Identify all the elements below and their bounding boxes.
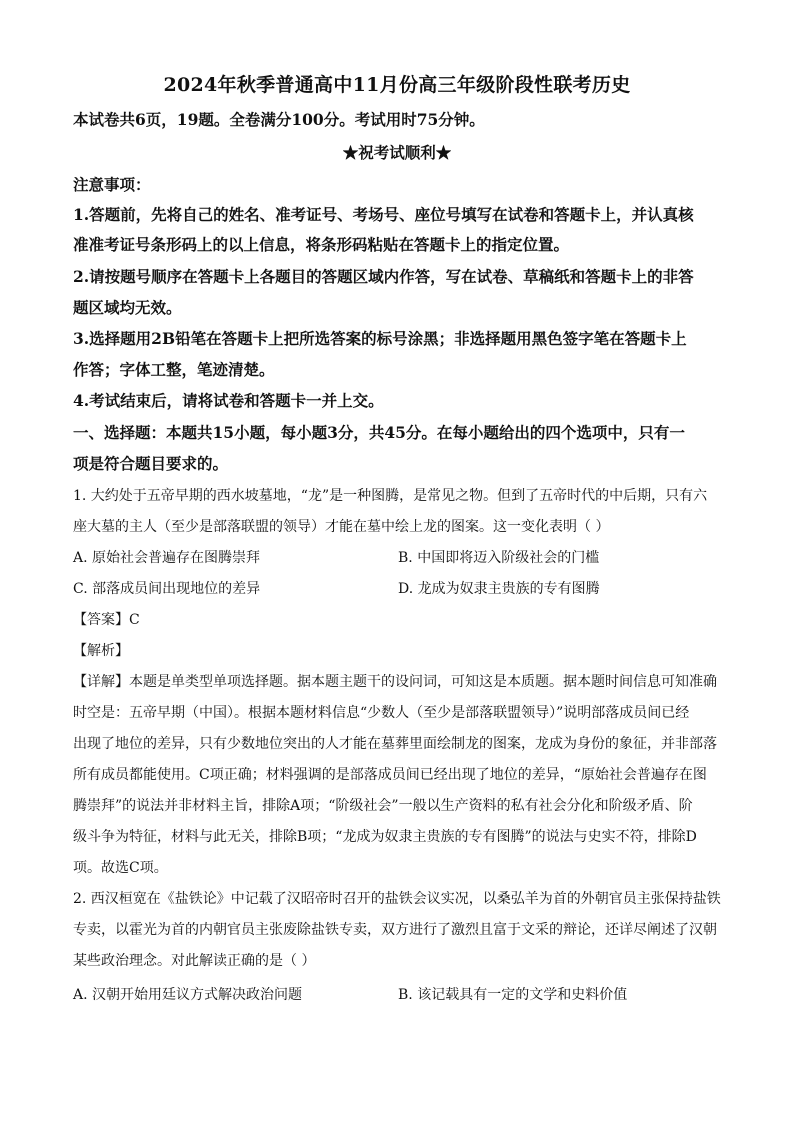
option-a: A. 原始社会普遍存在图腾崇拜 bbox=[73, 550, 261, 566]
option-b: B. 该记载具有一定的文学和史料价值 bbox=[398, 987, 628, 1003]
answer-line: 【答案】C bbox=[73, 612, 140, 628]
option-b: B. 中国即将迈入阶级社会的门槛 bbox=[398, 550, 600, 566]
note-line: 准准考证号条形码上的以上信息，将条形码粘贴在答题卡上的指定位置。 bbox=[73, 235, 570, 254]
detail-line: 腾崇拜”的说法并非材料主旨，排除A项；“阶级社会”一般以生产资料的私有社会分化和阶级矛盾、阶 bbox=[73, 798, 693, 814]
section-heading: 项是符合题目要求的。 bbox=[73, 454, 229, 473]
notes-heading: 注意事项： bbox=[73, 175, 151, 194]
option-d: D. 龙成为奴隶主贵族的专有图腾 bbox=[398, 581, 600, 597]
note-line: 题区域均无效。 bbox=[73, 298, 182, 317]
detail-line: 项。故选C项。 bbox=[73, 860, 168, 876]
note-line: 4.考试结束后，请将试卷和答题卡一并上交。 bbox=[73, 391, 384, 410]
section-heading: 一、选择题：本题共15小题，每小题3分，共45分。在每小题给出的四个选项中，只有一 bbox=[73, 423, 685, 442]
question-stem: 座大墓的主人（至少是部落联盟的领导）才能在墓中绘上龙的图案。这一变化表明（ ） bbox=[73, 519, 610, 535]
page-title: 2024年秋季普通高中11月份高三年级阶段性联考历史 bbox=[163, 74, 631, 96]
note-line: 1.答题前，先将自己的姓名、准考证号、考场号、座位号填写在试卷和答题卡上，并认真核 bbox=[73, 205, 694, 224]
option-a: A. 汉朝开始用廷议方式解决政治问题 bbox=[73, 987, 303, 1003]
question-stem: 某些政治理念。对此解读正确的是（ ） bbox=[73, 953, 316, 969]
question-stem: 2. 西汉桓宽在《盐铁论》中记载了汉昭帝时召开的盐铁会议实况，以桑弘羊为首的外朝官员主张保持盐铁 bbox=[73, 891, 721, 907]
note-line: 3.选择题用2B铅笔在答题卡上把所选答案的标号涂黑；非选择题用黑色签字笔在答题卡上 bbox=[73, 329, 687, 348]
note-line: 作答；字体工整，笔迹清楚。 bbox=[73, 360, 275, 379]
detail-line: 级斗争为特征，材料与此无关，排除B项；“龙成为奴隶主贵族的专有图腾”的说法与史实不符，排除D bbox=[73, 829, 697, 845]
detail-line: 时空是：五帝早期（中国）。根据本题材料信息“少数人（至少是部落联盟领导）”说明部落成员间已经 bbox=[73, 705, 690, 721]
blessing-line: ★祝考试顺利★ bbox=[342, 143, 452, 162]
option-c: C. 部落成员间出现地位的差异 bbox=[73, 581, 261, 597]
analysis-label: 【解析】 bbox=[73, 643, 129, 659]
question-stem: 专卖，以霍光为首的内朝官员主张废除盐铁专卖，双方进行了激烈且富于文采的辩论，还详尽阐述了汉朝 bbox=[73, 922, 717, 938]
question-stem: 1. 大约处于五帝早期的西水坡墓地，“龙”是一种图腾，是常见之物。但到了五帝时代的中后期，只有六 bbox=[73, 488, 708, 504]
detail-line: 出现了地位的差异，只有少数地位突出的人才能在墓葬里面绘制龙的图案，龙成为身份的象征，并非部落 bbox=[73, 736, 717, 752]
detail-line: 【详解】本题是单类型单项选择题。据本题主题干的设问词，可知这是本质题。据本题时间信息可知准确 bbox=[73, 674, 717, 690]
exam-intro: 本试卷共6页，19题。全卷满分100分。考试用时75分钟。 bbox=[73, 110, 485, 129]
detail-line: 所有成员都能使用。C项正确；材料强调的是部落成员间已经出现了地位的差异，“原始社会普遍存在图 bbox=[73, 767, 707, 783]
note-line: 2.请按题号顺序在答题卡上各题目的答题区域内作答，写在试卷、草稿纸和答题卡上的非答 bbox=[73, 267, 694, 286]
